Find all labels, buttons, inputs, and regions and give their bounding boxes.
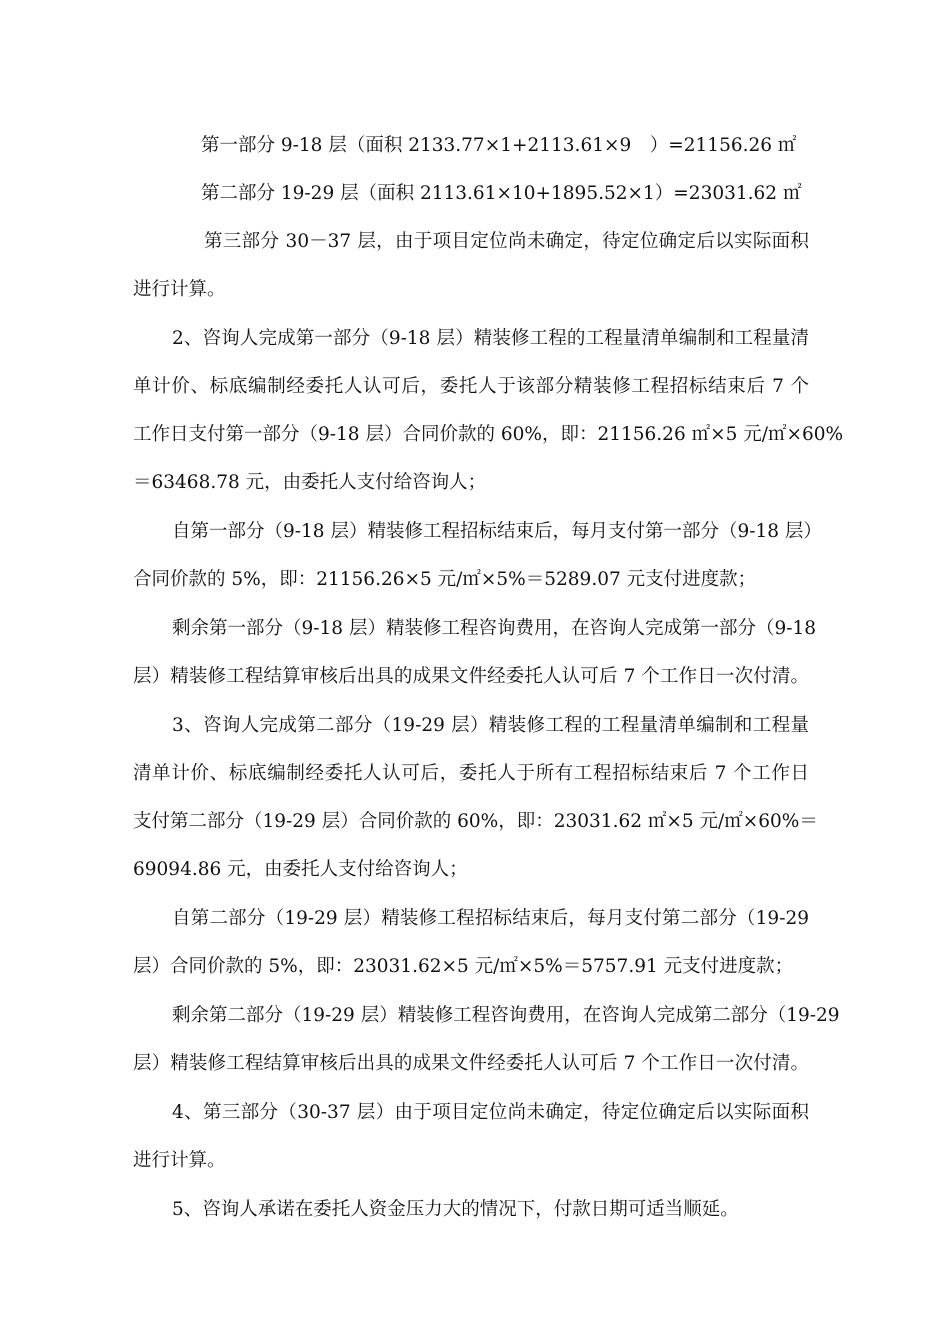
clause-4-line: 4、第三部分（30-37 层）由于项目定位尚未确定，待定位确定后以实际面积 [172,1102,809,1123]
area-line-part-2: 第二部分 19-29 层（面积 2113.61×10+1895.52×1）=23031.62 ㎡ [201,183,802,204]
paragraph-line: 工作日支付第一部分（9-18 层）合同价款的 60%，即：21156.26 ㎡×5 元/㎡×60% [133,424,844,445]
paragraph-line: 层）精装修工程结算审核后出具的成果文件经委托人认可后 7 个工作日一次付清。 [133,666,809,687]
paragraph-line: 自第一部分（9-18 层）精装修工程招标结束后，每月支付第一部分（9-18 层） [172,521,822,542]
paragraph-line: 层）精装修工程结算审核后出具的成果文件经委托人认可后 7 个工作日一次付清。 [133,1053,809,1074]
document-body [133,128,844,1228]
clause-3-line: 3、咨询人完成第二部分（19-29 层）精装修工程的工程量清单编制和工程量 [172,715,809,736]
paragraph-line: 进行计算。 [133,1150,226,1171]
paragraph-line: 合同价款的 5%，即：21156.26×5 元/㎡×5%＝5289.07 元支付进度款； [133,569,757,590]
paragraph-line: 清单计价、标底编制经委托人认可后，委托人于所有工程招标结束后 7 个工作日 [133,763,809,784]
paragraph-line: 剩余第二部分（19-29 层）精装修工程咨询费用，在咨询人完成第二部分（19-29 [172,1005,840,1026]
paragraph-line: 自第二部分（19-29 层）精装修工程招标结束后，每月支付第二部分（19-29 [172,908,809,929]
paragraph-line: 支付第二部分（19-29 层）合同价款的 60%，即：23031.62 ㎡×5 元/㎡×60%＝ [133,811,818,832]
clause-2-line: 2、咨询人完成第一部分（9-18 层）精装修工程的工程量清单编制和工程量清 [172,328,809,349]
paragraph-line: 层）合同价款的 5%，即：23031.62×5 元/㎡×5%＝5757.91 元支付进度款； [133,956,794,977]
paragraph-line: 剩余第一部分（9-18 层）精装修工程咨询费用，在咨询人完成第一部分（9-18 [172,618,817,639]
paragraph-line: 69094.86 元，由委托人支付给咨询人； [133,859,468,880]
paragraph-line: 进行计算。 [133,279,226,300]
paragraph-line: 单计价、标底编制经委托人认可后，委托人于该部分精装修工程招标结束后 7 个 [133,376,809,397]
clause-5-line: 5、咨询人承诺在委托人资金压力大的情况下，付款日期可适当顺延。 [172,1199,739,1220]
area-line-part-1: 第一部分 9-18 层（面积 2133.77×1+2113.61×9 ）=21156.26 ㎡ [201,135,797,156]
area-line-part-3: 第三部分 30－37 层，由于项目定位尚未确定，待定位确定后以实际面积 [204,231,809,252]
paragraph-line: ＝63468.78 元，由委托人支付给咨询人； [133,472,487,493]
